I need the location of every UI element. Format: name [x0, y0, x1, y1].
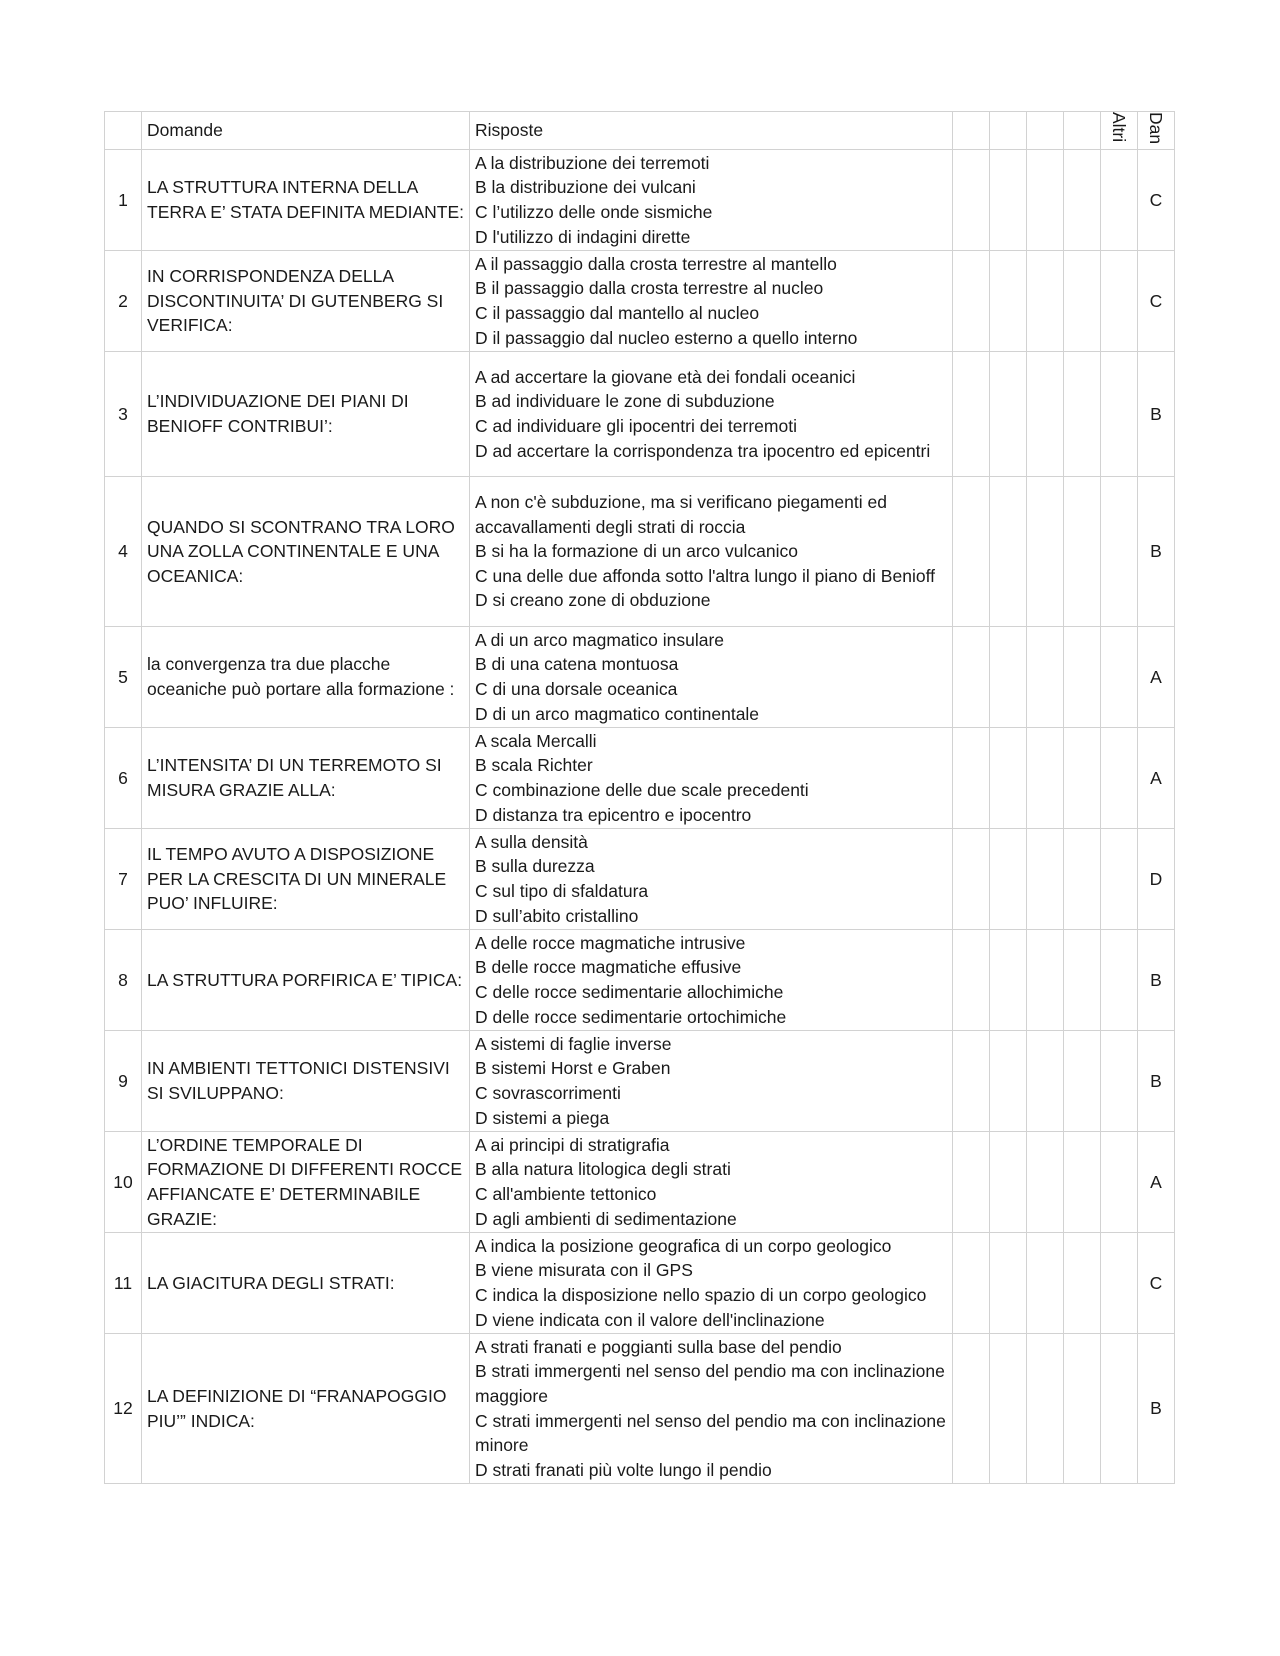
answer-option: C delle rocce sedimentarie allochimiche — [475, 982, 784, 1002]
answer-option: D il passaggio dal nucleo esterno a quello interno — [475, 327, 858, 348]
header-domande: Domande — [142, 112, 470, 150]
question-text: L’INTENSITA’ DI UN TERREMOTO SI MISURA GRAZIE ALLA: — [142, 728, 470, 829]
answer-option: B delle rocce magmatiche effusive — [475, 957, 742, 978]
table-row — [105, 352, 1175, 477]
blank-cell — [990, 627, 1027, 728]
blank-cell — [953, 352, 990, 477]
answer-options — [470, 352, 953, 477]
answer-option: C combinazione delle due scale precedenti — [475, 780, 809, 800]
header-risposte: Risposte — [470, 112, 953, 150]
header-number — [105, 112, 142, 150]
altri-answer-cell — [1101, 1132, 1138, 1233]
answer-option: D ad accertare la corrispondenza tra ipocentro ed epicentri — [475, 440, 931, 461]
blank-cell — [990, 1031, 1027, 1132]
table-row — [105, 627, 1175, 728]
header-dan-label: Dan — [1146, 112, 1166, 145]
blank-cell — [1064, 477, 1101, 627]
blank-cell — [1027, 1031, 1064, 1132]
answer-option: B si ha la formazione di un arco vulcanico — [475, 541, 798, 562]
question-text: IN CORRISPONDENZA DELLA DISCONTINUITA’ DI GUTENBERG SI VERIFICA: — [142, 251, 470, 352]
answer-option: A non c'è subduzione, ma si verificano piegamenti ed accavallamenti degli strati di roccia — [475, 492, 887, 537]
blank-cell — [953, 251, 990, 352]
answer-option: B ad individuare le zone di subduzione — [475, 391, 775, 412]
answer-options — [470, 251, 953, 352]
altri-answer-cell — [1101, 829, 1138, 930]
answer-option: C all'ambiente tettonico — [475, 1184, 657, 1204]
blank-cell — [1027, 627, 1064, 728]
answer-option: A di un arco magmatico insulare — [475, 629, 725, 650]
blank-cell — [1027, 728, 1064, 829]
table-row — [105, 829, 1175, 930]
answer-option: A ai principi di stratigrafia — [475, 1134, 670, 1155]
blank-cell — [953, 1334, 990, 1484]
blank-cell — [990, 352, 1027, 477]
blank-cell — [1027, 930, 1064, 1031]
answer-option: D sull’abito cristallino — [475, 905, 639, 926]
answer-option: C indica la disposizione nello spazio di un corpo geologico — [475, 1285, 927, 1305]
answer-option: C sul tipo di sfaldatura — [475, 881, 649, 901]
answer-options — [470, 1132, 953, 1233]
answer-options — [470, 1031, 953, 1132]
question-number: 7 — [105, 829, 142, 930]
answer-option: A sulla densità — [475, 831, 588, 852]
header-blank — [1064, 112, 1101, 150]
blank-cell — [953, 728, 990, 829]
dan-answer-cell: A — [1138, 728, 1175, 829]
answer-option: C l’utilizzo delle onde sismiche — [475, 202, 713, 222]
altri-answer-cell — [1101, 1233, 1138, 1334]
answer-option: C ad individuare gli ipocentri dei terremoti — [475, 416, 797, 436]
answer-option: A indica la posizione geografica di un corpo geologico — [475, 1235, 892, 1256]
dan-answer-cell: B — [1138, 1334, 1175, 1484]
table-row — [105, 477, 1175, 627]
answer-option: D sistemi a piega — [475, 1107, 610, 1128]
answer-option: D l'utilizzo di indagini dirette — [475, 226, 691, 247]
answer-option: B il passaggio dalla crosta terrestre al nucleo — [475, 278, 824, 299]
answer-option: D distanza tra epicentro e ipocentro — [475, 804, 752, 825]
altri-answer-cell — [1101, 1334, 1138, 1484]
dan-answer-cell: D — [1138, 829, 1175, 930]
answer-option: A strati franati e poggianti sulla base del pendio — [475, 1336, 842, 1357]
answer-option: D delle rocce sedimentarie ortochimiche — [475, 1006, 787, 1027]
blank-cell — [953, 1233, 990, 1334]
answer-option: A sistemi di faglie inverse — [475, 1033, 672, 1054]
blank-cell — [1064, 1334, 1101, 1484]
answer-option: D viene indicata con il valore dell'inclinazione — [475, 1309, 825, 1330]
blank-cell — [1027, 477, 1064, 627]
question-number: 10 — [105, 1132, 142, 1233]
altri-answer-cell — [1101, 930, 1138, 1031]
blank-cell — [1064, 352, 1101, 477]
answer-option: B scala Richter — [475, 755, 593, 776]
blank-cell — [953, 829, 990, 930]
blank-cell — [1064, 251, 1101, 352]
blank-cell — [1064, 627, 1101, 728]
dan-answer-cell: B — [1138, 1031, 1175, 1132]
altri-answer-cell — [1101, 1031, 1138, 1132]
blank-cell — [990, 251, 1027, 352]
altri-answer-cell — [1101, 627, 1138, 728]
question-number: 9 — [105, 1031, 142, 1132]
question-number: 6 — [105, 728, 142, 829]
blank-cell — [990, 150, 1027, 251]
answer-option: B sulla durezza — [475, 856, 595, 877]
blank-cell — [990, 477, 1027, 627]
answer-option: C strati immergenti nel senso del pendio ma con inclinazione minore — [475, 1410, 946, 1456]
answer-options — [470, 1233, 953, 1334]
altri-answer-cell — [1101, 352, 1138, 477]
question-text: LA DEFINIZIONE DI “FRANAPOGGIO PIU’” INDICA: — [142, 1334, 470, 1484]
answer-option: A ad accertare la giovane età dei fondali oceanici — [475, 366, 856, 387]
question-text: IN AMBIENTI TETTONICI DISTENSIVI SI SVILUPPANO: — [142, 1031, 470, 1132]
blank-cell — [953, 1132, 990, 1233]
answer-options — [470, 829, 953, 930]
blank-cell — [990, 930, 1027, 1031]
question-text: la convergenza tra due placche oceaniche può portare alla formazione : — [142, 627, 470, 728]
table-row — [105, 251, 1175, 352]
answer-option: A il passaggio dalla crosta terrestre al mantello — [475, 253, 837, 274]
question-text: LA STRUTTURA PORFIRICA E’ TIPICA: — [142, 930, 470, 1031]
blank-cell — [1064, 1132, 1101, 1233]
blank-cell — [1064, 150, 1101, 251]
blank-cell — [990, 1233, 1027, 1334]
blank-cell — [953, 477, 990, 627]
table-row — [105, 930, 1175, 1031]
table-row — [105, 1031, 1175, 1132]
answer-option: B alla natura litologica degli strati — [475, 1159, 731, 1180]
answer-option: B di una catena montuosa — [475, 654, 679, 675]
blank-cell — [990, 1132, 1027, 1233]
blank-cell — [1027, 251, 1064, 352]
question-number: 4 — [105, 477, 142, 627]
header-altri — [1101, 112, 1138, 150]
document-page — [104, 111, 1175, 1484]
answer-options — [470, 627, 953, 728]
dan-answer-cell: C — [1138, 251, 1175, 352]
header-blank — [990, 112, 1027, 150]
question-text: L’INDIVIDUAZIONE DEI PIANI DI BENIOFF CONTRIBUI’: — [142, 352, 470, 477]
question-text: IL TEMPO AVUTO A DISPOSIZIONE PER LA CRESCITA DI UN MINERALE PUO’ INFLUIRE: — [142, 829, 470, 930]
table-header-row — [105, 112, 1175, 150]
blank-cell — [1027, 1334, 1064, 1484]
blank-cell — [990, 829, 1027, 930]
header-blank — [1027, 112, 1064, 150]
blank-cell — [1027, 150, 1064, 251]
blank-cell — [1064, 728, 1101, 829]
altri-answer-cell — [1101, 477, 1138, 627]
dan-answer-cell: C — [1138, 1233, 1175, 1334]
answer-options — [470, 728, 953, 829]
answer-option: C di una dorsale oceanica — [475, 679, 678, 699]
blank-cell — [1064, 930, 1101, 1031]
blank-cell — [1027, 829, 1064, 930]
altri-answer-cell — [1101, 251, 1138, 352]
answer-option: D si creano zone di obduzione — [475, 590, 711, 611]
answer-options — [470, 477, 953, 627]
answer-option: A scala Mercalli — [475, 730, 597, 751]
answer-option: A la distribuzione dei terremoti — [475, 152, 710, 173]
answer-option: D agli ambienti di sedimentazione — [475, 1208, 737, 1229]
table-row — [105, 1132, 1175, 1233]
altri-answer-cell — [1101, 728, 1138, 829]
question-number: 1 — [105, 150, 142, 251]
answer-option: B la distribuzione dei vulcani — [475, 177, 696, 198]
blank-cell — [953, 930, 990, 1031]
table-body — [105, 150, 1175, 1484]
altri-answer-cell — [1101, 150, 1138, 251]
answer-option: D di un arco magmatico continentale — [475, 703, 760, 724]
blank-cell — [953, 627, 990, 728]
quiz-table — [104, 111, 1175, 1484]
answer-option: C sovrascorrimenti — [475, 1083, 621, 1103]
question-number: 5 — [105, 627, 142, 728]
answer-option: A delle rocce magmatiche intrusive — [475, 932, 746, 953]
dan-answer-cell: A — [1138, 1132, 1175, 1233]
table-row — [105, 728, 1175, 829]
table-row — [105, 1334, 1175, 1484]
blank-cell — [953, 150, 990, 251]
dan-answer-cell: B — [1138, 930, 1175, 1031]
blank-cell — [1027, 352, 1064, 477]
blank-cell — [1027, 1132, 1064, 1233]
header-altri-label: Altri — [1109, 112, 1129, 143]
blank-cell — [1064, 1031, 1101, 1132]
question-number: 12 — [105, 1334, 142, 1484]
dan-answer-cell: B — [1138, 352, 1175, 477]
blank-cell — [990, 728, 1027, 829]
answer-option: C una delle due affonda sotto l'altra lungo il piano di Benioff — [475, 565, 935, 586]
question-text: LA STRUTTURA INTERNA DELLA TERRA E’ STATA DEFINITA MEDIANTE: — [142, 150, 470, 251]
table-row — [105, 1233, 1175, 1334]
answer-option: C il passaggio dal mantello al nucleo — [475, 303, 760, 323]
question-number: 11 — [105, 1233, 142, 1334]
header-dan — [1138, 112, 1175, 150]
dan-answer-cell: B — [1138, 477, 1175, 627]
blank-cell — [990, 1334, 1027, 1484]
answer-options — [470, 930, 953, 1031]
question-text: LA GIACITURA DEGLI STRATI: — [142, 1233, 470, 1334]
dan-answer-cell: C — [1138, 150, 1175, 251]
question-text: QUANDO SI SCONTRANO TRA LORO UNA ZOLLA CONTINENTALE E UNA OCEANICA: — [142, 477, 470, 627]
header-blank — [953, 112, 990, 150]
question-text: L’ORDINE TEMPORALE DI FORMAZIONE DI DIFFERENTI ROCCE AFFIANCATE E’ DETERMINABILE GRAZIE: — [142, 1132, 470, 1233]
blank-cell — [1064, 829, 1101, 930]
dan-answer-cell: A — [1138, 627, 1175, 728]
table-row — [105, 150, 1175, 251]
question-number: 3 — [105, 352, 142, 477]
answer-option: B strati immergenti nel senso del pendio ma con inclinazione maggiore — [475, 1361, 945, 1406]
answer-options — [470, 1334, 953, 1484]
answer-option: D strati franati più volte lungo il pendio — [475, 1459, 772, 1480]
answer-option: B sistemi Horst e Graben — [475, 1058, 671, 1079]
question-number: 2 — [105, 251, 142, 352]
answer-options — [470, 150, 953, 251]
blank-cell — [1027, 1233, 1064, 1334]
question-number: 8 — [105, 930, 142, 1031]
blank-cell — [1064, 1233, 1101, 1334]
answer-option: B viene misurata con il GPS — [475, 1260, 693, 1281]
blank-cell — [953, 1031, 990, 1132]
